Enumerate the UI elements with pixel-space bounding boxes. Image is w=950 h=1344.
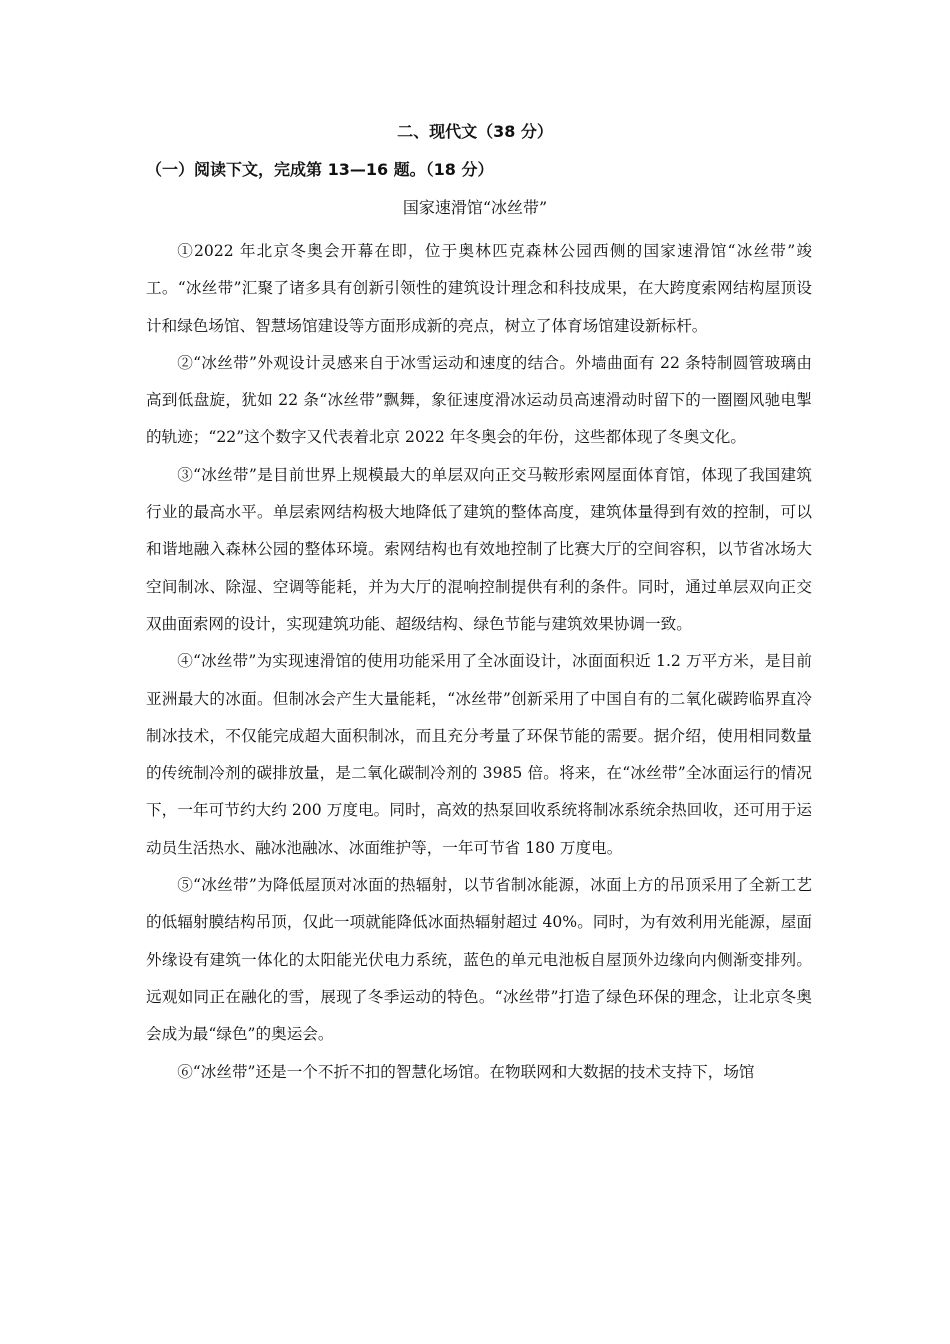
paragraph-4: ④“冰丝带”为实现速滑馆的使用功能采用了全冰面设计，冰面面积近 1.2 万平方米，是目前亚洲最大的冰面。但制冰会产生大量能耗，“冰丝带”创新采用了中国自有的二氧化碳跨临界直冷制冰技术，不仅能完成超大面积制冰，而且充分考量了环保节能的需要。据介绍，使用相同数量的传统制冷剂的碳排放量，是二氧化碳制冷剂的 3985 倍。将来，在“冰丝带”全冰面运行的情况下，一年可节约大约 200 万度电。同时，高效的热泵回收系统将制冰系统余热回收，还可用于运动员生活热水、融冰池融冰、冰面维护等，一年可节省 180 万度电。	[146, 652, 812, 857]
paragraph-3: ③“冰丝带”是目前世界上规模最大的单层双向正交马鞍形索网屋面体育馆，体现了我国建筑行业的最高水平。单层索网结构极大地降低了建筑的整体高度，建筑体量得到有效的控制，可以和谐地融入森林公园的整体环境。索网结构也有效地控制了比赛大厅的空间容积，以节省冰场大空间制冰、除湿、空调等能耗，并为大厅的混响控制提供有利的条件。同时，通过单层双向正交双曲面索网的设计，实现建筑功能、超级结构、绿色节能与建筑效果协调一致。	[146, 465, 812, 633]
paragraph-1: ①2022 年北京冬奥会开幕在即，位于奥林匹克森林公园西侧的国家速滑馆“冰丝带”竣工。“冰丝带”汇聚了诸多具有创新引领性的建筑设计理念和科技成果，在大跨度索网结构屋顶设计和绿色场馆、智慧场馆建设等方面形成新的亮点，树立了体育场馆建设新标杆。	[146, 242, 812, 335]
reading-instruction: （一）阅读下文，完成第 13—16 题。（18 分）	[146, 160, 494, 179]
paragraph-2: ②“冰丝带”外观设计灵感来自于冰雪运动和速度的结合。外墙曲面有 22 条特制圆管玻璃由高到低盘旋，犹如 22 条“冰丝带”飘舞，象征速度滑冰运动员高速滑动时留下的一圈圈风驰电掣的轨迹；“22”这个数字又代表着北京 2022 年冬奥会的年份，这些都体现了冬奥文化。	[146, 353, 812, 447]
paragraph-5: ⑤“冰丝带”为降低屋顶对冰面的热辐射，以节省制冰能源，冰面上方的吊顶采用了全新工艺的低辐射膜结构吊顶，仅此一项就能降低冰面热辐射超过 40%。同时，为有效利用光能源，屋面外缘设有建筑一体化的太阳能光伏电力系统，蓝色的单元电池板自屋顶外边缘向内侧渐变排列。远观如同正在融化的雪，展现了冬季运动的特色。“冰丝带”打造了绿色环保的理念，让北京冬奥会成为最“绿色”的奥运会。	[146, 876, 812, 1044]
article-title: 国家速滑馆“冰丝带”	[402, 198, 548, 217]
paragraph-6: ⑥“冰丝带”还是一个不折不扣的智慧化场馆。在物联网和大数据的技术支持下，场馆	[177, 1062, 755, 1081]
article-body	[146, 233, 812, 1091]
section-title: 二、现代文（38 分）	[397, 122, 553, 141]
